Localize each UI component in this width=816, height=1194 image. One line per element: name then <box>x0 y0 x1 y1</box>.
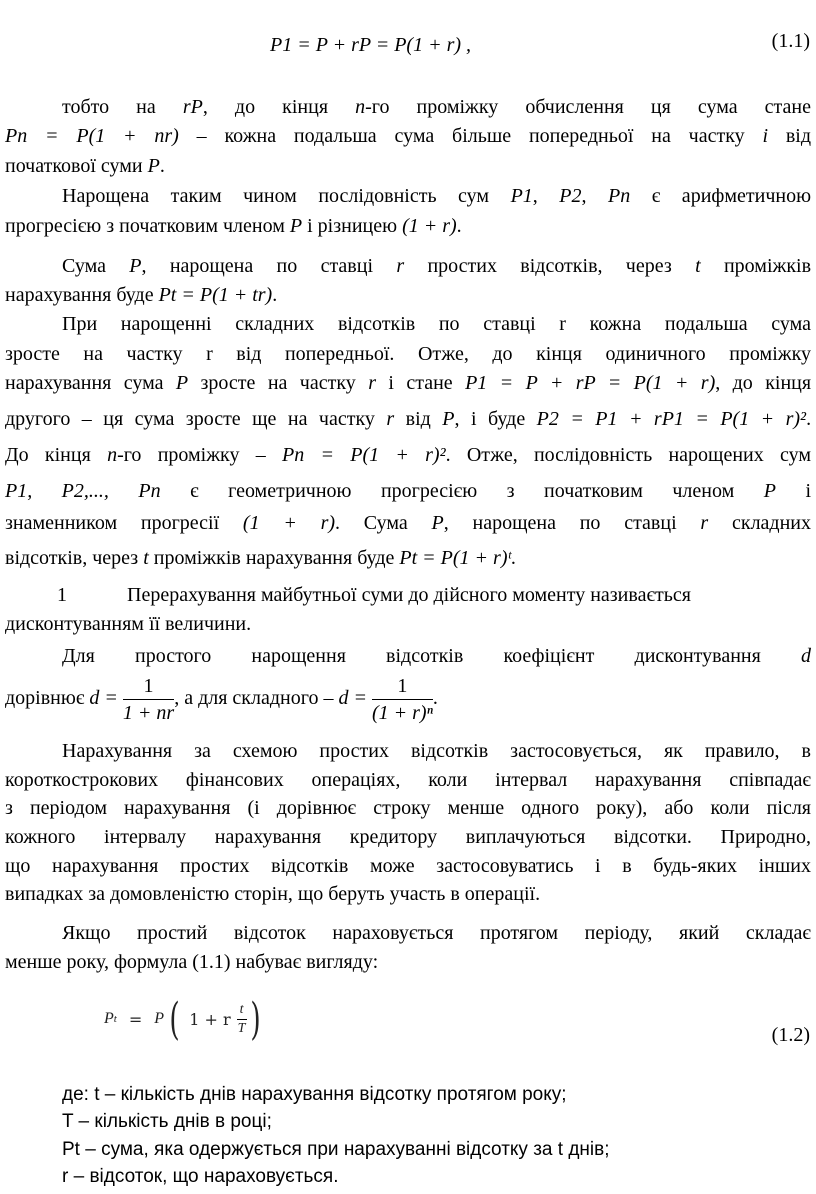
paragraph-line: випадках за домовленістю сторін, що беруть участь в операції. <box>5 883 541 905</box>
definition-line: r – відсоток, що нараховується. <box>62 1166 339 1187</box>
paragraph-line: короткострокових фінансових операціях, коли інтервал нарахування співпадає <box>5 769 811 791</box>
paragraph-line: Нарощена таким чином послідовність сум P1, P2, Pn є арифметичною <box>62 185 812 207</box>
paragraph-line: Pn = P(1 + nr) – кожна подальша сума більше попередньої на частку i від <box>5 125 812 147</box>
paragraph-line: тобто на rP, до кінця n-го проміжку обчислення ця сума стане <box>62 96 812 118</box>
paragraph-line: прогресією з початковим членом P і різницею (1 + r). <box>5 215 462 237</box>
paragraph-line: нарахування буде Pt = P(1 + tr). <box>5 284 278 306</box>
definition-line: T – кількість днів в році; <box>62 1111 272 1132</box>
paragraph-line: з періодом нарахування (і дорівнює строку менше одного року), або коли після <box>5 797 811 819</box>
paragraph-line: кожного інтервалу нарахування кредитору виплачуються відсотки. Природно, <box>5 826 811 848</box>
definition-line: Pt – сума, яка одержується при нарахуванні відсотку за t днів; <box>62 1139 610 1160</box>
equation-1-1 <box>270 30 471 60</box>
paragraph-line: початкової суми P. <box>5 155 165 177</box>
paragraph-line: дисконтуванням її величини. <box>5 613 252 635</box>
equation-1-2: P t = P ( 1 + r $\frac{t}{T}$ ) <box>104 993 261 1045</box>
paragraph-line: що нарахування простих відсотків може застосовуватись і в будь-яких інших <box>5 855 811 877</box>
fraction-simple: $\frac{1}{1 + nr}$ <box>122 674 175 724</box>
paragraph-line: Нарахування за схемою простих відсотків застосовується, як правило, в <box>62 740 811 762</box>
paragraph-line: При нарощенні складних відсотків по ставці r кожна подальша сума <box>62 313 811 335</box>
paragraph-line: До кінця n-го проміжку – Pn = P(1 + r)². Отже, послідовність нарощених сум <box>5 444 812 466</box>
equation-number: (1.2) <box>771 1024 810 1046</box>
equation-number: (1.1) <box>771 30 810 52</box>
fraction-t-over-T: $\frac{t}{T}$ <box>237 1001 246 1036</box>
paragraph-line: 1 Перерахування майбутньої суми до дійсного моменту називається <box>57 584 691 606</box>
definition-line: де: t – кількість днів нарахування відсотку протягом року; <box>62 1084 567 1105</box>
equation-formula: P1 = P + rP = P(1 + r) , <box>270 34 472 56</box>
paragraph-line: Сума P, нарощена по ставці r простих відсотків, через t проміжків <box>62 255 812 277</box>
paragraph-line: зросте на частку r від попередньої. Отже, до кінця одиничного проміжку <box>5 343 811 365</box>
fraction-compound: $\frac{1}{\text{(1 + r)ⁿ}}$ <box>371 674 433 724</box>
paragraph-line: знаменником прогресії (1 + r). Сума P, нарощена по ставці r складних <box>5 512 812 534</box>
paragraph-line: нарахування сума P зросте на частку r і стане P1 = P + rP = P(1 + r), до кінця <box>5 372 812 394</box>
paragraph-line: Для простого нарощення відсотків коефіцієнт дисконтування d <box>62 645 811 667</box>
paragraph-line: відсотків, через t проміжків нарахування буде Pt = P(1 + r)ᵗ. <box>5 547 516 569</box>
paragraph-line: менше року, формула (1.1) набуває вигляду: <box>5 951 379 973</box>
paragraph-line: P1, P2,..., Pn є геометричною прогресією з початковим членом P і <box>5 480 811 502</box>
paragraph-line: другого – ця сума зросте ще на частку r від P, і буде P2 = P1 + rP1 = P(1 + r)². <box>5 408 812 430</box>
paragraph-line: Якщо простий відсоток нараховується протягом періоду, який складає <box>62 922 811 944</box>
paragraph-line: дорівнює d = $\frac{1}{1 + nr}$ , а для складного – d = $\frac{1}{\text{(1 + r)ⁿ}}$ . <box>5 674 438 724</box>
